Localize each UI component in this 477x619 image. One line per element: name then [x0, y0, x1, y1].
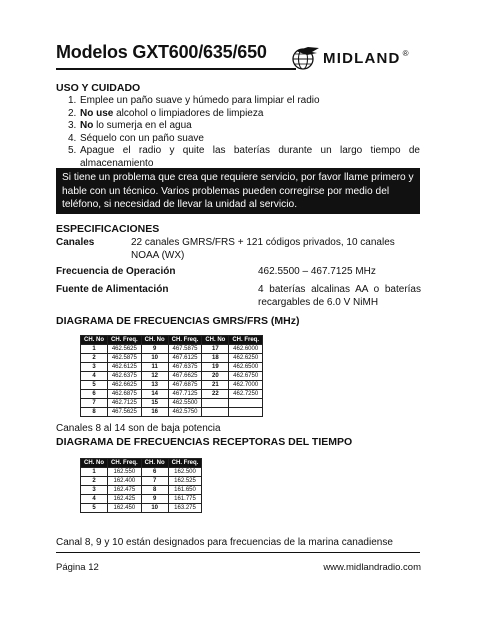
- channel-number-cell: 10: [141, 504, 168, 513]
- channel-frequency-cell: 162.525: [168, 477, 202, 486]
- channel-number-cell: 1: [81, 345, 108, 354]
- spec-value: 22 canales GMRS/FRS + 121 códigos privados, 10 canales NOAA (WX): [131, 237, 395, 261]
- channel-number-cell: 1: [81, 468, 108, 477]
- channel-number-cell: 9: [141, 345, 168, 354]
- registered-mark: ®: [402, 48, 409, 58]
- midland-logo: [290, 44, 408, 72]
- channel-number-cell: 22: [202, 390, 229, 399]
- footer-rule: [56, 552, 420, 553]
- channel-frequency-cell: 462.6250: [229, 354, 263, 363]
- uso-item: 2. No use alcohol o limpiadores de limpieza: [68, 107, 264, 119]
- channel-frequency-cell: 462.6000: [229, 345, 263, 354]
- channel-frequency-cell: 161.775: [168, 495, 202, 504]
- channel-frequency-cell: 467.5625: [108, 408, 142, 417]
- channel-frequency-cell: 467.6375: [168, 363, 202, 372]
- channel-frequency-cell: 462.5500: [168, 399, 202, 408]
- table-row: [81, 468, 202, 477]
- channel-frequency-cell: 462.6500: [229, 363, 263, 372]
- channel-frequency-cell: 467.6875: [168, 381, 202, 390]
- spec-label: Fuente de Alimentación: [56, 284, 169, 295]
- channel-frequency-cell: [229, 408, 263, 417]
- table-row: [81, 390, 263, 399]
- weather-frequency-table: [80, 458, 202, 513]
- channel-frequency-cell: 467.5875: [168, 345, 202, 354]
- gmrs-heading: DIAGRAMA DE FRECUENCIAS GMRS/FRS (MHz): [56, 315, 300, 327]
- channel-frequency-cell: 462.6375: [108, 372, 142, 381]
- channel-number-cell: 8: [141, 486, 168, 495]
- table-row: [81, 408, 263, 417]
- channel-number-cell: 21: [202, 381, 229, 390]
- channel-frequency-cell: [229, 399, 263, 408]
- channel-frequency-cell: 462.6750: [229, 372, 263, 381]
- channel-frequency-cell: 462.6625: [108, 381, 142, 390]
- channel-number-cell: 8: [81, 408, 108, 417]
- table-row: [81, 495, 202, 504]
- uso-heading: USO Y CUIDADO: [56, 82, 141, 94]
- spec-label: Canales: [56, 237, 95, 248]
- channel-frequency-cell: 462.5750: [168, 408, 202, 417]
- channel-frequency-cell: 462.5625: [108, 345, 142, 354]
- channel-number-cell: [202, 408, 229, 417]
- channel-number-cell: 2: [81, 354, 108, 363]
- page-title: Modelos GXT600/635/650: [56, 42, 267, 62]
- table-row: [81, 363, 263, 372]
- gmrs-note: Canales 8 al 14 son de baja potencia: [56, 423, 221, 434]
- channel-frequency-cell: 162.500: [168, 468, 202, 477]
- channel-frequency-cell: 467.6125: [168, 354, 202, 363]
- channel-number-cell: 6: [81, 390, 108, 399]
- spec-value: 4 baterías alcalinas AA o baterías recargables de 6.0 V NiMH: [258, 284, 421, 308]
- gmrs-frequency-table: [80, 335, 263, 417]
- channel-number-cell: 16: [141, 408, 168, 417]
- channel-frequency-cell: 462.7000: [229, 381, 263, 390]
- channel-number-cell: [202, 399, 229, 408]
- channel-frequency-cell: 162.550: [108, 468, 142, 477]
- spec-value: 462.5500 – 467.7125 MHz: [258, 266, 376, 277]
- channel-frequency-cell: 163.275: [168, 504, 202, 513]
- table-row: [81, 345, 263, 354]
- channel-number-cell: 20: [202, 372, 229, 381]
- globe-eagle-icon: [290, 45, 320, 71]
- channel-frequency-cell: 467.7125: [168, 390, 202, 399]
- channel-frequency-cell: 462.7250: [229, 390, 263, 399]
- table-row: [81, 381, 263, 390]
- channel-number-cell: 5: [81, 381, 108, 390]
- channel-number-cell: 11: [141, 363, 168, 372]
- channel-number-cell: 12: [141, 372, 168, 381]
- specs-heading: ESPECIFICACIONES: [56, 223, 160, 235]
- spec-label: Frecuencia de Operación: [56, 266, 176, 277]
- channel-frequency-cell: 162.400: [108, 477, 142, 486]
- weather-note: Canal 8, 9 y 10 están designados para frecuencias de la marina canadiense: [56, 537, 393, 548]
- title-underline: [56, 68, 296, 70]
- channel-number-cell: 7: [141, 477, 168, 486]
- channel-frequency-cell: 462.6125: [108, 363, 142, 372]
- channel-number-cell: 4: [81, 372, 108, 381]
- channel-number-cell: 4: [81, 495, 108, 504]
- table-row: [81, 399, 263, 408]
- table-row: [81, 477, 202, 486]
- table-row: [81, 372, 263, 381]
- table-header-row: CH. No CH. Freq. CH. No CH. Freq. CH. No CH. Freq.: [81, 336, 263, 345]
- channel-frequency-cell: 462.6875: [108, 390, 142, 399]
- service-notice: Si tiene un problema que crea que requiere servicio, por favor llame primero y hable con un técnico. Varios problemas pueden corregirse por medio del teléfono, si necesidad de llevar la unidad al servicio.: [56, 168, 420, 214]
- table-header-row: CH. No CH. Freq. CH. No CH. Freq.: [81, 459, 202, 468]
- table-row: [81, 354, 263, 363]
- channel-frequency-cell: 161.650: [168, 486, 202, 495]
- website-url: www.midlandradio.com: [323, 562, 421, 573]
- channel-number-cell: 6: [141, 468, 168, 477]
- channel-number-cell: 9: [141, 495, 168, 504]
- channel-frequency-cell: 162.450: [108, 504, 142, 513]
- channel-number-cell: 18: [202, 354, 229, 363]
- channel-frequency-cell: 462.7125: [108, 399, 142, 408]
- table-row: [81, 504, 202, 513]
- channel-number-cell: 19: [202, 363, 229, 372]
- channel-number-cell: 13: [141, 381, 168, 390]
- channel-frequency-cell: 467.6625: [168, 372, 202, 381]
- channel-frequency-cell: 162.425: [108, 495, 142, 504]
- channel-number-cell: 17: [202, 345, 229, 354]
- channel-number-cell: 2: [81, 477, 108, 486]
- channel-number-cell: 10: [141, 354, 168, 363]
- page-number: Página 12: [56, 562, 99, 573]
- uso-item: 3. No lo sumerja en el agua: [68, 120, 192, 131]
- channel-frequency-cell: 162.475: [108, 486, 142, 495]
- brand-name: MIDLAND: [323, 49, 401, 67]
- channel-frequency-cell: 462.5875: [108, 354, 142, 363]
- uso-item: 4. Séquelo con un paño suave: [68, 132, 204, 144]
- channel-number-cell: 5: [81, 504, 108, 513]
- uso-list: [68, 95, 420, 170]
- uso-item: 1. Emplee un paño suave y húmedo para limpiar el radio: [68, 95, 320, 106]
- channel-number-cell: 3: [81, 486, 108, 495]
- uso-item: 5. Apague el radio y quite las baterías durante un largo tiempo de almacenamiento: [68, 145, 420, 169]
- channel-number-cell: 15: [141, 399, 168, 408]
- channel-number-cell: 3: [81, 363, 108, 372]
- table-row: [81, 486, 202, 495]
- weather-heading: DIAGRAMA DE FRECUENCIAS RECEPTORAS DEL TIEMPO: [56, 436, 353, 448]
- channel-number-cell: 7: [81, 399, 108, 408]
- channel-number-cell: 14: [141, 390, 168, 399]
